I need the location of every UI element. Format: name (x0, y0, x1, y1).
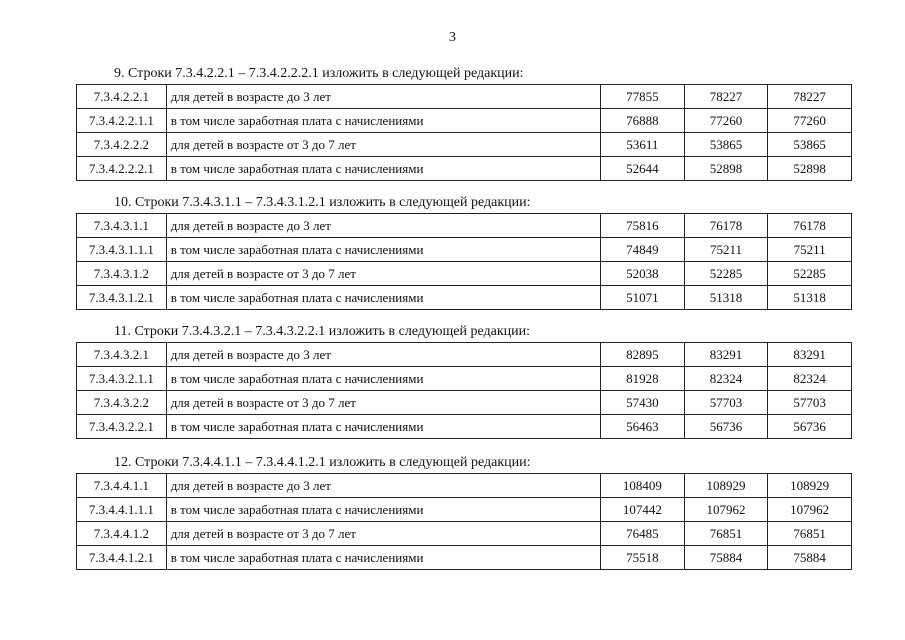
value-year-2: 76851 (684, 522, 768, 546)
row-code: 7.3.4.3.2.1.1 (77, 367, 167, 391)
value-year-2: 52898 (684, 157, 768, 181)
value-year-3: 78227 (768, 85, 852, 109)
row-code: 7.3.4.3.2.2 (77, 391, 167, 415)
section-heading: 10. Строки 7.3.4.3.1.1 – 7.3.4.3.1.2.1 изложить в следующей редакции: (114, 195, 531, 210)
value-year-3: 57703 (768, 391, 852, 415)
table-row (77, 415, 852, 439)
value-year-1: 75518 (601, 546, 685, 570)
value-year-2: 78227 (684, 85, 768, 109)
value-year-1: 52038 (601, 262, 685, 286)
value-year-1: 75816 (601, 214, 685, 238)
row-description: для детей в возрасте до 3 лет (166, 85, 600, 109)
amendment-table (76, 84, 852, 181)
row-description: в том числе заработная плата с начислениями (166, 498, 600, 522)
value-year-1: 76888 (601, 109, 685, 133)
row-code: 7.3.4.3.1.2.1 (77, 286, 167, 310)
value-year-1: 52644 (601, 157, 685, 181)
value-year-3: 75211 (768, 238, 852, 262)
value-year-3: 56736 (768, 415, 852, 439)
value-year-3: 51318 (768, 286, 852, 310)
value-year-3: 52898 (768, 157, 852, 181)
row-code: 7.3.4.2.2.1.1 (77, 109, 167, 133)
value-year-2: 53865 (684, 133, 768, 157)
amendment-table (76, 342, 852, 439)
value-year-2: 108929 (684, 474, 768, 498)
row-description: для детей в возрасте до 3 лет (166, 474, 600, 498)
row-code: 7.3.4.3.1.1 (77, 214, 167, 238)
table-row (77, 391, 852, 415)
amendment-table (76, 213, 852, 310)
amendment-section-12 (76, 453, 852, 570)
row-code: 7.3.4.2.2.2.1 (77, 157, 167, 181)
page-number: 3 (449, 30, 456, 45)
value-year-3: 52285 (768, 262, 852, 286)
value-year-1: 77855 (601, 85, 685, 109)
value-year-2: 57703 (684, 391, 768, 415)
row-description: в том числе заработная плата с начислениями (166, 367, 600, 391)
value-year-2: 75884 (684, 546, 768, 570)
table-row (77, 546, 852, 570)
section-heading: 11. Строки 7.3.4.3.2.1 – 7.3.4.3.2.2.1 изложить в следующей редакции: (114, 324, 530, 339)
table-row (77, 109, 852, 133)
table-row (77, 286, 852, 310)
table-row (77, 474, 852, 498)
table-row (77, 133, 852, 157)
value-year-1: 57430 (601, 391, 685, 415)
table-row (77, 262, 852, 286)
value-year-1: 82895 (601, 343, 685, 367)
value-year-2: 77260 (684, 109, 768, 133)
table-row (77, 238, 852, 262)
row-code: 7.3.4.3.1.2 (77, 262, 167, 286)
table-row (77, 367, 852, 391)
row-code: 7.3.4.3.2.2.1 (77, 415, 167, 439)
value-year-1: 51071 (601, 286, 685, 310)
table-row (77, 522, 852, 546)
value-year-2: 76178 (684, 214, 768, 238)
value-year-3: 83291 (768, 343, 852, 367)
value-year-2: 83291 (684, 343, 768, 367)
amendment-table (76, 473, 852, 570)
value-year-2: 82324 (684, 367, 768, 391)
table-row (77, 214, 852, 238)
row-description: в том числе заработная плата с начислениями (166, 238, 600, 262)
value-year-1: 108409 (601, 474, 685, 498)
row-description: для детей в возрасте от 3 до 7 лет (166, 391, 600, 415)
value-year-1: 76485 (601, 522, 685, 546)
amendment-section-10 (76, 193, 852, 310)
row-description: для детей в возрасте от 3 до 7 лет (166, 262, 600, 286)
row-code: 7.3.4.4.1.2 (77, 522, 167, 546)
value-year-3: 75884 (768, 546, 852, 570)
row-code: 7.3.4.4.1.2.1 (77, 546, 167, 570)
table-row (77, 498, 852, 522)
value-year-3: 107962 (768, 498, 852, 522)
row-description: для детей в возрасте до 3 лет (166, 343, 600, 367)
row-description: для детей в возрасте от 3 до 7 лет (166, 133, 600, 157)
row-code: 7.3.4.4.1.1.1 (77, 498, 167, 522)
value-year-3: 53865 (768, 133, 852, 157)
value-year-1: 53611 (601, 133, 685, 157)
section-heading: 12. Строки 7.3.4.4.1.1 – 7.3.4.4.1.2.1 изложить в следующей редакции: (114, 455, 531, 470)
table-row (77, 157, 852, 181)
value-year-1: 81928 (601, 367, 685, 391)
row-description: для детей в возрасте от 3 до 7 лет (166, 522, 600, 546)
value-year-2: 107962 (684, 498, 768, 522)
row-code: 7.3.4.3.2.1 (77, 343, 167, 367)
value-year-1: 56463 (601, 415, 685, 439)
value-year-2: 56736 (684, 415, 768, 439)
table-row (77, 85, 852, 109)
value-year-3: 108929 (768, 474, 852, 498)
row-description: в том числе заработная плата с начислениями (166, 546, 600, 570)
value-year-2: 75211 (684, 238, 768, 262)
value-year-3: 76851 (768, 522, 852, 546)
amendment-section-11 (76, 322, 852, 439)
table-row (77, 343, 852, 367)
value-year-2: 51318 (684, 286, 768, 310)
value-year-1: 107442 (601, 498, 685, 522)
value-year-2: 52285 (684, 262, 768, 286)
value-year-3: 82324 (768, 367, 852, 391)
row-description: для детей в возрасте до 3 лет (166, 214, 600, 238)
row-description: в том числе заработная плата с начислениями (166, 286, 600, 310)
row-code: 7.3.4.2.2.1 (77, 85, 167, 109)
section-heading: 9. Строки 7.3.4.2.2.1 – 7.3.4.2.2.2.1 изложить в следующей редакции: (114, 66, 524, 81)
row-code: 7.3.4.4.1.1 (77, 474, 167, 498)
row-code: 7.3.4.2.2.2 (77, 133, 167, 157)
row-description: в том числе заработная плата с начислениями (166, 109, 600, 133)
row-description: в том числе заработная плата с начислениями (166, 415, 600, 439)
value-year-1: 74849 (601, 238, 685, 262)
row-description: в том числе заработная плата с начислениями (166, 157, 600, 181)
amendment-section-9 (76, 64, 852, 181)
value-year-3: 77260 (768, 109, 852, 133)
value-year-3: 76178 (768, 214, 852, 238)
row-code: 7.3.4.3.1.1.1 (77, 238, 167, 262)
